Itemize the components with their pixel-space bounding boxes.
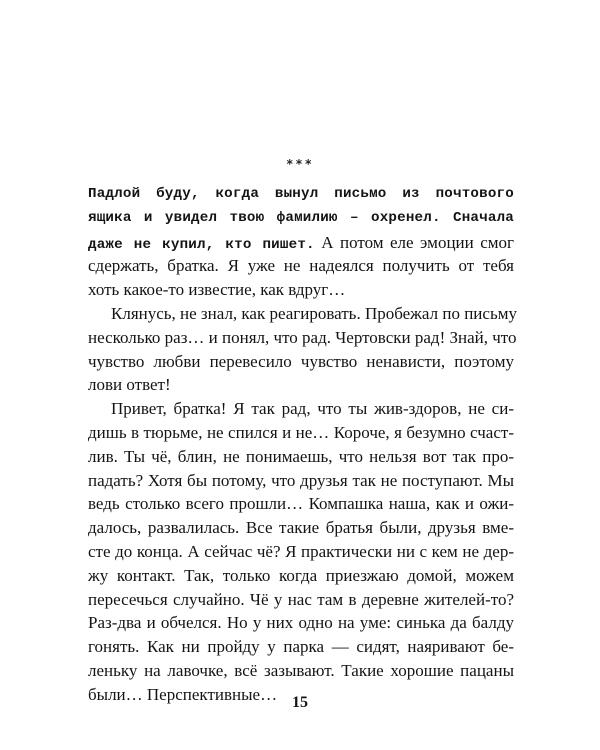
text-line: несколько раз… и понял, что рад. Чертовски рад! Знай, что: [88, 327, 517, 347]
text-line: Клянусь, не знал, как реагировать. Пробежал по письму: [111, 303, 517, 323]
text-line: лови ответ!: [88, 375, 171, 395]
typewriter-line-2: ящика и увидел твою фамилию – охренел. Сначала: [88, 209, 514, 226]
text-line: гонять. Как ни пройду у парка — сидят, наяривают бе-: [88, 637, 514, 657]
text-line: чувство любви перевесило чувство ненависти, поэтому: [88, 351, 514, 371]
text-line: хоть какое-то известие, как вдруг…: [88, 280, 346, 300]
text-line: дишь в тюрьме, не спился и не… Короче, я безумно счаст-: [88, 422, 514, 442]
text-line: Привет, братка! Я так рад, что ты жив-здоров, не си-: [111, 399, 514, 419]
text-line: сте до конца. А сейчас чё? Я практически ни с кем не дер-: [88, 541, 514, 561]
text-line: леньку на лавочке, всё зазывают. Такие хорошие пацаны: [88, 660, 514, 680]
text-line: ведь столько всего прошли… Компашка наша, как и ожи-: [88, 494, 514, 514]
mixed-line: [88, 231, 514, 255]
text-line: пересечься случайно. Чё у нас там в деревне жителей-то?: [88, 589, 514, 609]
text-line: лив. Ты чё, блин, не понимаешь, что нельзя вот так про-: [88, 446, 514, 466]
typewriter-line-3: даже не купил, кто пишет.: [88, 236, 315, 253]
typewriter-line-1: Падлой буду, когда вынул письмо из почтового: [88, 186, 514, 202]
body-text: [88, 183, 517, 707]
paragraph-reaction: [88, 302, 517, 397]
text-line: сдержать, братка. Я уже не надеялся получить от тебя: [88, 256, 514, 276]
text-line: падать? Хотя бы потому, что друзья так не поступают. Мы: [88, 470, 514, 490]
serif-tail: А потом еле эмоции смог: [314, 232, 514, 252]
text-line: были… Перспективные…: [88, 684, 278, 704]
page-number: 15: [292, 694, 308, 711]
text-line: далось, развалилась. Все такие братья были, друзья вме-: [88, 518, 514, 538]
section-break-ornament: ***: [286, 157, 314, 171]
paragraph-reply: [88, 397, 514, 706]
paragraph-letter-opening: [88, 183, 514, 302]
text-line: жу контакт. Так, только когда приезжаю домой, можем: [88, 565, 514, 585]
text-line: Раз-два и обчелся. Но у них одно на уме: синька да балду: [88, 613, 514, 633]
